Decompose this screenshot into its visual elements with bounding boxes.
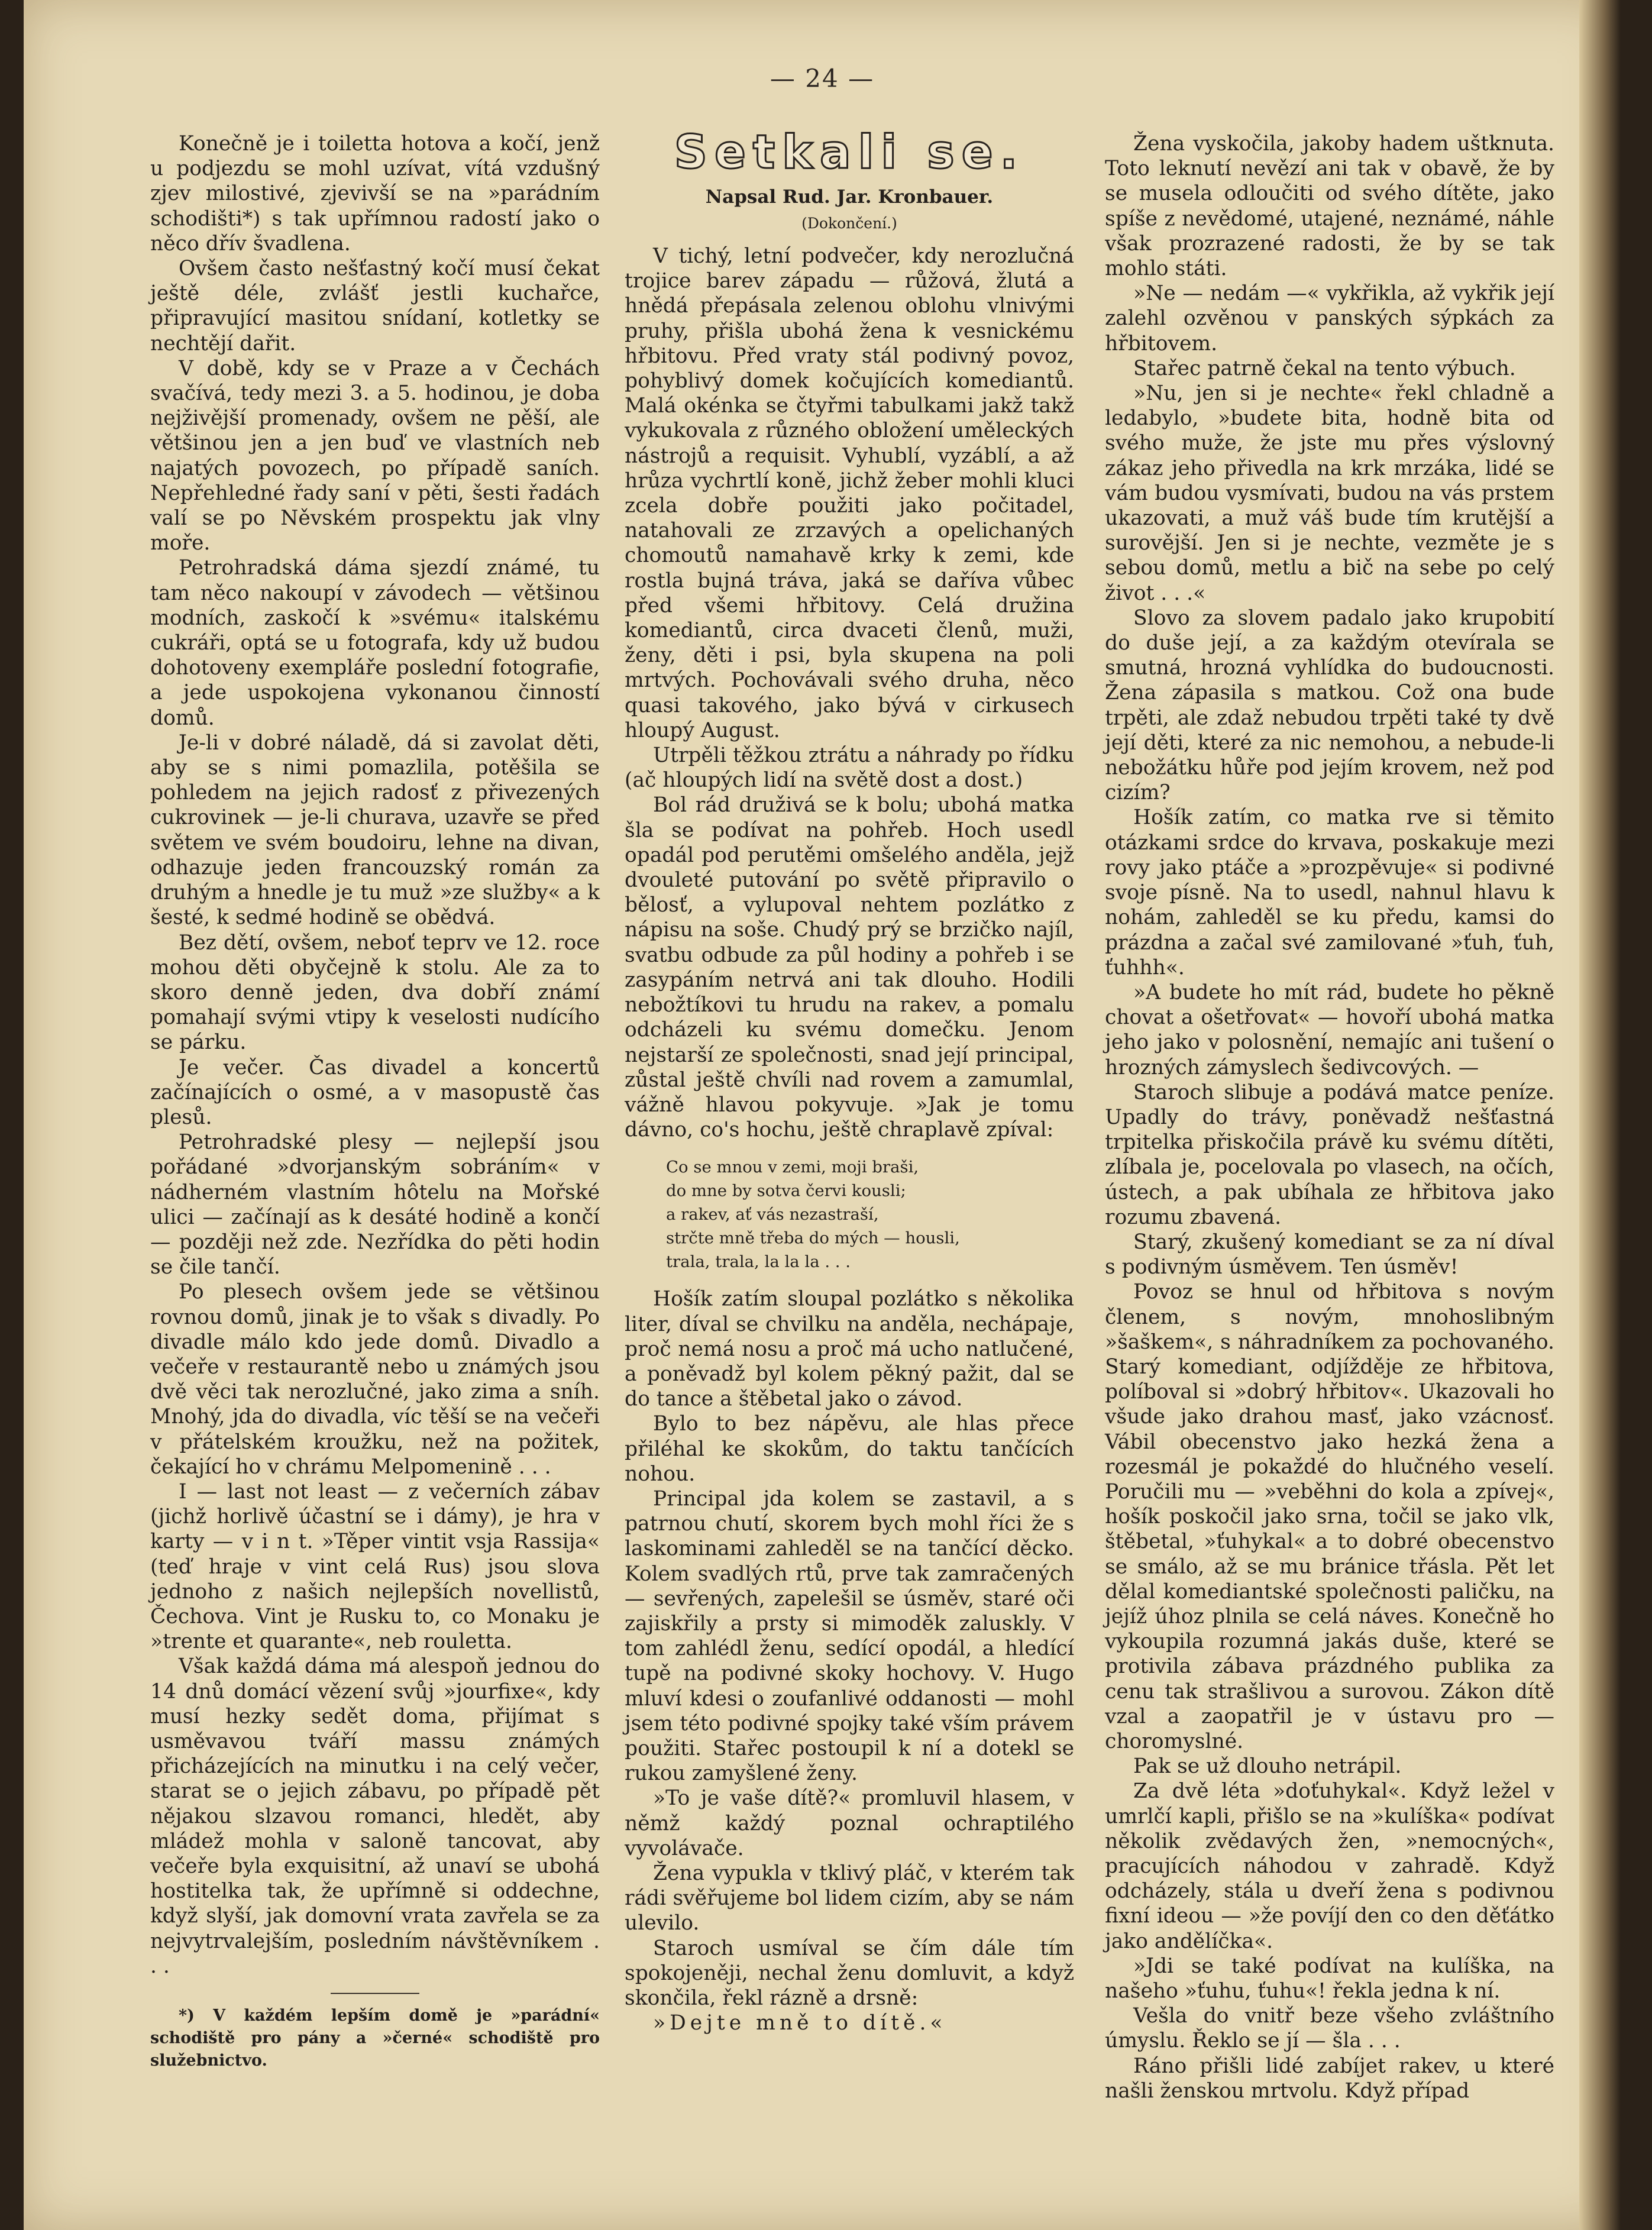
paragraph: Žena vyskočila, jakoby hadem uštknuta. Toto leknutí nevězí ani tak v obavě, že by se musela odloučiti od svého dítěte, jako spíše z nevědomé, utajené, neznámé, náhle však prozrazené radosti, že by se tak mohlo státi. [1105,132,1554,281]
paragraph: Je večer. Čas divadel a koncertů začínajících o osmé, a v masopustě čas plesů. [150,1055,600,1129]
paragraph: »Jdi se také podívat na kulíška, na našeho »ťuhu, ťuhu«! řekla jedna k ní. [1105,1954,1554,2003]
paragraph: Pak se už dlouho netrápil. [1133,1754,1402,1779]
paragraph: Hošík zatím, co matka rve si těmito otázkami srdce do krvava, poskakuje mezi rovy jako ptáče a »prozpěvuje« si podivné svoje písně. Na to usedl, nahnul hlavu k nohám, zahleděl se ku předu, kamsi do prázdna a začal své zamilované »ťuh, ťuh, ťuhhh«. [1105,806,1554,980]
paragraph: Ovšem často nešťastný kočí musí čekat ještě déle, zvlášť jestli kuchařce, připravující masitou snídaní, kotletky se nechtějí dařit. [150,257,600,355]
paragraph: Povoz se hnul od hřbitova s novým členem, s novým, mnohoslibným »šaškem«, s náhradníkem za pochovaného. Starý komediant, odjížděje ze hřbitova, políboval si »dobrý hřbitov«. Ukazovali ho všude jako drahou masť, jako vzácnosť. Vábil obecenstvo jako hezká žena a rozesmál je pokaždé do hlučného veselí. Poručili mu — »veběhni do kola a zpívej«, hošík poskočil jako srna, točil se jako vlk, štěbetal, »ťuhykal« a to dobré obecenstvo se smálo, až se mu bránice třásla. Pět let dělal komediantské společnosti paličku, na jejíž úhoz plnila se celá náves. Konečně ho vykoupila rozumná jakás duše, které se protivila zábava prázdného publika za cenu tak strašlivou a surovou. Zákon dítě vzal a zaopatřil je v ústavu pro — choromyslné. [1105,1280,1554,1753]
paragraph: Hošík zatím sloupal pozlátko s několika liter, díval se chvilku na anděla, nechápaje, proč nemá nosu a proč má ucho natlučené, a poněvadž byl kolem pěkný pažit, dal se do tance a štěbetal jako o závod. [625,1287,1074,1411]
page-number: — 24 — [770,64,875,93]
story-title: Setkali se. [674,126,1025,179]
paragraph: Žena vypukla v tklivý pláč, v kterém tak rádi svěřujeme bol lidem cizím, aby se nám ulevilo. [625,1861,1074,1935]
footnote: *) V každém lepším domě je »parádní« schodiště pro pány a »černé« schodiště pro služebnictvo. [150,2006,600,2070]
paragraph: Principal jda kolem se zastavil, a s patrnou chutí, skorem bych mohl říci že s laskominami zahleděl se na tančící děcko. Kolem svadlých rtů, prve tak zamračených — sevřených, zapelešil se úsměv, staré oči zajiskřily a prsty si mimoděk zaluskly. V tom zahlédl ženu, sedící opodál, a hledící tupě na podivné skoky hochovy. V. Hugo mluví kdesi o zoufanlivé oddanosti — mohl jsem této podivné spojky také vším právem použiti. Stařec postoupil k ní a dotekl se rukou zamyšlené ženy. [625,1486,1074,1786]
paragraph: Stařec patrně čekal na tento výbuch. [1133,356,1516,380]
paragraph: V tichý, letní podvečer, kdy nerozlučná trojice barev západu — růžová, žlutá a hnědá přepásala zelenou oblohu vlnivými pruhy, přišla ubohá žena k vesnickému hřbitovu. Před vraty stál podivný povoz, pohyblivý domek kočujících komediantů. Malá okénka se čtyřmi tabulkami jakž takž vykukovala z různého obložení uměleckých nástrojů a requisit. Vyhublí, vyzáblí, a až hrůza vychrtlí koně, jichž žeber mohli kluci zcela dobře použiti jako počitadel, natahovali ze zrzavých a opelichaných chomoutů namahavě krky k zemi, kde rostla bujná tráva, jaká se daříva vůbec před všemi hřbitovy. Celá družina komediantů, circa dvaceti členů, muži, ženy, děti i psi, byla skupena na poli mrtvých. Pochovávali svého druha, něco quasi takového, jako bývá v cirkusech hloupý August. [625,244,1074,742]
paragraph: Bylo to bez nápěvu, ale hlas přece přiléhal ke skokům, do taktu tančících nohou. [625,1412,1074,1486]
paragraph: »To je vaše dítě?« promluvil hlasem, v němž každý poznal ochraptilého vyvolávače. [625,1786,1074,1860]
paragraph: V době, kdy se v Praze a v Čechách svačívá, tedy mezi 3. a 5. hodinou, je doba nejživější promenady, ovšem ne pěší, ale většinou jen a jen buď ve vlastních neb najatých povozech, po případě saních. Nepřehledné řady saní v pěti, šesti řadách valí se po Něvském prospektu jak vlny moře. [150,356,600,555]
paragraph: Konečně je i toiletta hotova a kočí, jenž u podjezdu se mohl uzívat, vítá vzdušný zjev milostivé, zjevivší se na »parádním schodišti*) s tak upřímnou radostí jako o něco dřív švadlena. [150,132,600,256]
column-left [150,131,600,2072]
page-edge-shadow [1579,0,1621,2230]
story-byline: Napsal Rud. Jar. Kronbauer. [705,186,994,208]
verse-line: trala, trala, la la la . . . [666,1252,851,1272]
paragraph: »Nu, jen si je nechte« řekl chladně a ledabylo, »budete bita, hodně bita od svého muže, že jste mu přes výslovný zákaz jeho přivedla na krk mrzáka, lidé se vám budou vysmívati, budou na vás prstem ukazovati, a muž váš bude tím krutější a surovější. Jen si je nechte, vezměte je s sebou domů, metlu a bič na sebe po celý život . . .« [1105,382,1554,605]
paragraph: Vešla do vnitř beze všeho zvláštního úmyslu. Řeklo se jí — šla . . . [1105,2004,1554,2053]
song-verse [666,1155,1074,1274]
verse-line: do mne by sotva červi kousli; [666,1181,906,1201]
paragraph: Slovo za slovem padalo jako krupobití do duše její, a za každým otevírala se smutná, hrozná vyhlídka do budoucnosti. Žena zápasila s matkou. Což ona bude trpěti, ale zdaž nebudou trpěti také ty dvě její děti, které za nic nemohou, a nebude-li nebožátku hůře pod jejím krovem, než pod cizím? [1105,606,1554,805]
verse-line: a rakev, ať vás nezastraší, [666,1205,879,1224]
paragraph: »A budete ho mít rád, budete ho pěkně chovat a ošetřovat« — hovoří ubohá matka jeho jako v polosnění, nemajíc ani tušení o hrozných zámyslech šedivcových. — [1105,980,1554,1080]
paragraph: »Ne — nedám —« vykřikla, až vykřik její zalehl ozvěnou v panských sýpkách za hřbitovem. [1105,282,1554,355]
paragraph: »Dejte mně to dítě.« [653,2011,947,2035]
paragraph: Utrpěli těžkou ztrátu a náhrady po řídku (ač hloupých lidí na světě dost a dost.) [625,744,1074,793]
paragraph: Starý, zkušený komediant se za ní díval s podivným úsměvem. Ten úsměv! [1105,1230,1554,1279]
column-right [1105,131,1554,2103]
continuation-note: (Dokončení.) [801,215,897,232]
verse-line: strčte mně třeba do mých — housli, [666,1229,960,1248]
paragraph: Staroch slibuje a podává matce peníze. Upadly do trávy, poněvadž nešťastná trpitelka přiskočila právě ku svému dítěti, zlíbala je, pocelovala po vlasech, na očích, ústech, a pak ubíhala ze hřbitova jako rozumu zbavená. [1105,1080,1554,1229]
column-middle [625,125,1074,2035]
book-page [24,0,1621,2230]
paragraph: Je-li v dobré náladě, dá si zavolat děti, aby se s nimi pomazlila, potěšila se pohledem na jejich radosť z přivezených cukrovinek — je-li churava, uzavře se před světem ve svém boudoiru, lehne na divan, odhazuje jeden francouzský román za druhým a hnedle je tu muž »ze služby« a k šesté, k sedmé hodině se obědvá. [150,731,600,930]
paragraph: Po plesech ovšem jede se většinou rovnou domů, jinak je to však s divadly. Po divadle málo kdo jede domů. Divadlo a večeře v restaurantě nebo u známých jsou dvě věci tak nerozlučné, jako zima a sníh. Mnohý, jda do divadla, víc těší se na večeři v přátelském kroužku, než na požitek, čekající ho v chrámu Melpomenině . . . [150,1280,600,1479]
paragraph: Ráno přišli lidé zabíjet rakev, u které našli ženskou mrtvolu. Když případ [1105,2054,1554,2103]
paragraph: Za dvě léta »doťuhykal«. Když ležel v umrlčí kapli, přišlo se na »kulíška« podívat několik zvědavých žen, »nemocných«, pracujících náhodou v zahradě. Když odcházely, stála u dveří žena s podivnou fixní ideou — »že povíjí den co den děťátko jako andělíčka«. [1105,1779,1554,1953]
footnote-divider [331,1993,419,1994]
paragraph: I — last not least — z večerních zábav (jichž horlivě účastní se i dámy), je hra v karty — v i n t. »Těper vintit vsja Rassija« (teď hraje v vint celá Rus) jsou slova jednoho z našich nejlepších novellistů, Čechova. Vint je Rusku to, co Monaku je »trente et quarante«, neb rouletta. [150,1479,600,1654]
paragraph: Bez dětí, ovšem, neboť teprv ve 12. roce mohou děti obyčejně k stolu. Ale za to skoro denně jeden, dva dobří známí pomahají svými vtipy k veselosti nudícího se párku. [150,930,600,1055]
paragraph: Však každá dáma má alespoň jednou do 14 dnů domácí vězení svůj »jourfixe«, kdy musí hezky sedět doma, přijímat s usměvavou tváří massu známých přicházejících na minutku i na celý večer, starat se o jejich zábavu, po případě pět nějakou slzavou romanci, hledět, aby mládež mohla v saloně tancovat, aby večeře byla exquisitní, až unaví se ubohá hostitelka tak, že upřímně si oddechne, když slyší, jak domovní vrata zavřela se za nejvytrvalejším, posledním návštěvníkem . . . [150,1654,600,1978]
paragraph: Petrohradské plesy — nejlepší jsou pořádané »dvorjanským sobráním« v nádherném vlastním hôtelu na Mořské ulici — začínají as k desáté hodině a končí — později než zde. Nezřídka do pěti hodin se čile tančí. [150,1130,600,1279]
verse-line: Co se mnou v zemi, moji braši, [666,1158,919,1177]
paragraph: Bol rád druživá se k bolu; ubohá matka šla se podívat na pohřeb. Hoch usedl opadál pod perutěmi omšelého anděla, jejž dvouleté putování po světě připravilo o bělosť, a vylupoval nehtem pozlátko z nápisu na soše. Chudý prý se brzičko najíl, svatbu odbude za půl hodiny a pohřeb i se zasypáním netrvá ani tak dlouho. Hodili nebožtíkovi tu hrudu na rakev, a pomalu odcházeli ku svému domečku. Jenom nejstarší ze společnosti, snad její principal, zůstal ještě chvíli nad rovem a zamumlal, vážně hlavou pokyvuje. »Jak je tomu dávno, co's hochu, ještě chraplavě zpíval: [625,793,1074,1142]
paragraph: Petrohradská dáma sjezdí známé, tu tam něco nakoupí v závodech — většinou modních, zaskočí k »svému« italskému cukráři, optá se u fotografa, kdy už budou dohotoveny exempláře poslední fotografie, a jede uspokojena vykonanou činností domů. [150,556,600,730]
paragraph: Staroch usmíval se čím dále tím spokojeněji, nechal ženu domluvit, a když skončila, řekl rázně a drsně: [625,1936,1074,2010]
